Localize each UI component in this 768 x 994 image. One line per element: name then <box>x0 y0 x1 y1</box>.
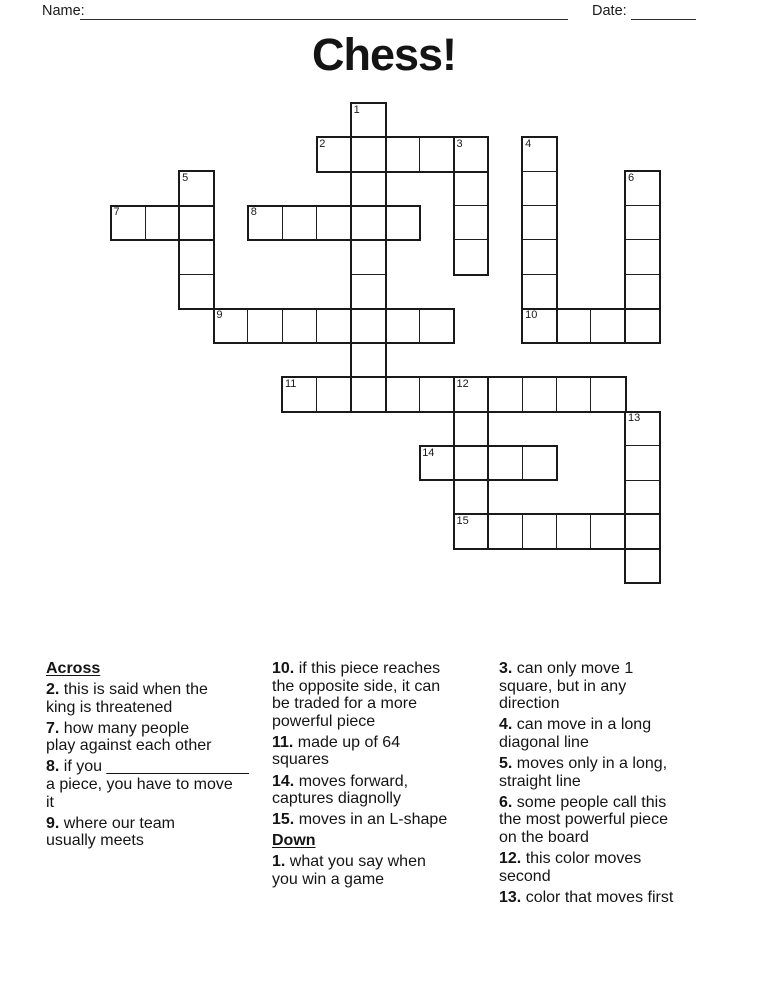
clue-number: 11. <box>272 733 294 751</box>
clue-line: a piece, you have to move <box>46 776 233 794</box>
clue-column-1 <box>46 660 268 853</box>
clue-item-10 <box>272 660 494 730</box>
clue-line: square, but in any <box>499 677 627 695</box>
clue-line: 13. color that moves first <box>499 888 674 906</box>
clue-line: 15. moves in an L-shape <box>272 811 448 829</box>
cell-number: 3 <box>456 137 463 150</box>
clue-item-9 <box>46 815 268 850</box>
clue-column-2 <box>272 660 494 892</box>
cell-number: 6 <box>628 172 635 185</box>
clues-heading-across: Across <box>46 660 101 677</box>
cell-number: 7 <box>113 206 120 219</box>
clue-number: 15. <box>272 811 295 829</box>
clue-line: direction <box>499 695 560 713</box>
clue-item-6 <box>499 794 727 847</box>
clue-item-4 <box>499 716 727 751</box>
clue-number: 1. <box>272 853 286 871</box>
clue-line: second <box>499 867 551 885</box>
clue-number: 12. <box>499 849 522 867</box>
clue-line: 10. if this piece reaches <box>272 660 441 677</box>
clue-line: squares <box>272 751 329 769</box>
clue-line: 9. where our team <box>46 814 175 832</box>
clue-number: 14. <box>272 772 295 790</box>
cell-number: 8 <box>250 206 257 219</box>
clue-item-7 <box>46 720 268 755</box>
clue-number: 7. <box>46 719 60 737</box>
clue-line: usually meets <box>46 832 144 850</box>
clue-line: straight line <box>499 772 581 790</box>
clue-line: diagonal line <box>499 733 589 751</box>
clue-line: it <box>46 793 54 811</box>
clue-number: 8. <box>46 758 60 776</box>
clue-line: 6. some people call this <box>499 793 667 811</box>
clue-line: the most powerful piece <box>499 811 668 829</box>
clue-number: 5. <box>499 754 513 772</box>
cell-number: 10 <box>525 309 538 322</box>
clue-number: 2. <box>46 681 60 699</box>
clue-line: 1. what you say when <box>272 853 426 871</box>
cell-number: 5 <box>182 172 189 185</box>
clue-number: 9. <box>46 814 60 832</box>
clue-item-15 <box>272 811 494 829</box>
clue-item-1 <box>272 853 494 888</box>
clue-line: the opposite side, it can <box>272 677 441 695</box>
clue-number: 6. <box>499 793 513 811</box>
clue-line: 14. moves forward, <box>272 772 409 790</box>
clue-line: king is threatened <box>46 698 173 716</box>
clue-line: 12. this color moves <box>499 849 642 867</box>
clue-item-2 <box>46 681 268 716</box>
cell-number: 2 <box>319 137 326 150</box>
page-title: Chess! <box>311 29 457 80</box>
clue-line: on the board <box>499 828 589 846</box>
name-label: Name: <box>42 3 85 19</box>
clue-item-12 <box>499 850 727 885</box>
clue-line: 8. if you ________________ <box>46 758 249 776</box>
clue-number: 10. <box>272 660 295 677</box>
clue-number: 3. <box>499 660 513 677</box>
clue-line: be traded for a more <box>272 695 417 713</box>
clue-item-8 <box>46 758 268 811</box>
clue-item-13 <box>499 889 727 907</box>
date-label: Date: <box>592 3 627 19</box>
cell-number: 14 <box>422 446 435 459</box>
clue-line: powerful piece <box>272 712 376 730</box>
clue-line: play against each other <box>46 737 212 755</box>
clue-line: 4. can move in a long <box>499 716 652 734</box>
cell-number: 12 <box>456 377 469 390</box>
cell-number: 1 <box>353 103 360 116</box>
clue-line: 7. how many people <box>46 719 190 737</box>
clue-number: 13. <box>499 888 522 906</box>
cell-number: 11 <box>285 377 297 390</box>
clue-column-3 <box>499 660 727 910</box>
clue-number: 4. <box>499 716 513 734</box>
clue-line: 3. can only move 1 <box>499 660 634 677</box>
cell-number: 9 <box>216 309 223 322</box>
clue-line: captures diagnolly <box>272 790 401 808</box>
clue-line: you win a game <box>272 871 385 889</box>
clue-line: 2. this is said when the <box>46 681 208 699</box>
clue-item-11 <box>272 734 494 769</box>
clue-line: 11. made up of 64 <box>272 733 401 751</box>
clue-item-5 <box>499 755 727 790</box>
clue-item-14 <box>272 773 494 808</box>
clue-line: 5. moves only in a long, <box>499 754 668 772</box>
cell-number: 4 <box>525 137 532 150</box>
clues-heading-down: Down <box>272 832 316 850</box>
clue-item-3 <box>499 660 727 713</box>
cell-number: 15 <box>456 515 469 528</box>
cell-number: 13 <box>628 412 641 425</box>
